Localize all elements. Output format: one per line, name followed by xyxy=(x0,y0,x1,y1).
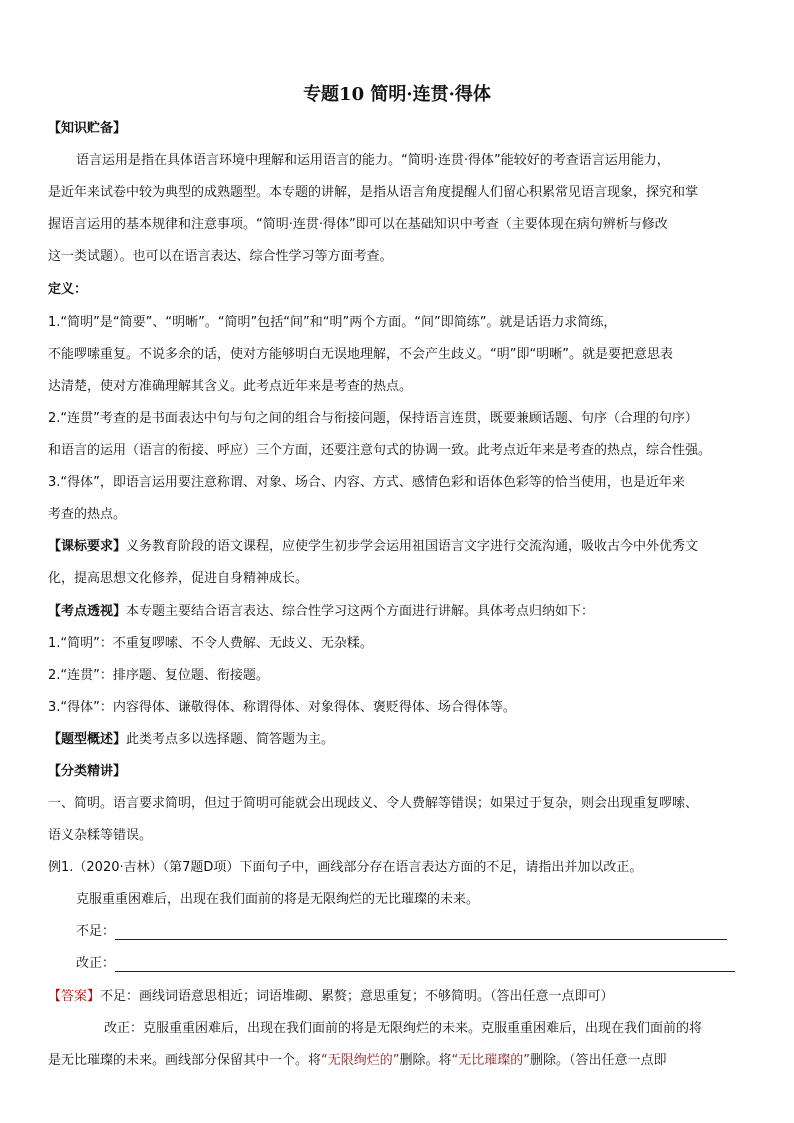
question-types-line xyxy=(48,731,748,748)
definition-line: 不能啰嗦重复。不说多余的话，使对方能够明白无误地理解，不会产生歧义。“明”即“明晰”。就是要把意思表 xyxy=(48,347,673,362)
exam-point-item: 1.“简明”：不重复啰嗦、不令人费解、无歧义、无杂糅。 xyxy=(48,636,373,651)
correction-row xyxy=(76,955,748,972)
paragraph-line: 握语言运用的基本规律和注意事项。“简明·连贯·得体”即可以在基础知识中考查（主要体现在病句辨析与修改 xyxy=(48,217,668,232)
correction-answer-line[interactable] xyxy=(115,959,735,972)
answer-text: 是无比璀璨的未来。画线部分保留其中一个。将 xyxy=(48,1053,322,1068)
shortcoming-label: 不足： xyxy=(76,924,116,939)
shortcoming-answer-line[interactable] xyxy=(115,927,727,940)
answer-text: 不足：画线词语意思相近；词语堆砌、累赘；意思重复；不够简明。（答出任意一点即可） xyxy=(100,989,614,1004)
answer-line: 改正：克服重重困难后，出现在我们面前的将是无限绚烂的未来。克服重重困难后，出现在我们面前的将 xyxy=(104,1021,703,1036)
classified-line: 语义杂糅等错误。 xyxy=(48,828,153,843)
exam-point-item: 2.“连贯”：排序题、复位题、衔接题。 xyxy=(48,668,269,683)
exam-points-line xyxy=(48,603,748,620)
curriculum-text: 义务教育阶段的语文课程，应使学生初步学会运用祖国语言文字进行交流沟通，吸收古今中外优秀文 xyxy=(126,539,699,554)
paragraph-line: 这一类试题）。也可以在语言表达、综合性学习等方面考查。 xyxy=(48,249,393,264)
answer-tag: 【答案】 xyxy=(48,989,101,1004)
section-heading-knowledge: 【知识贮备】 xyxy=(48,121,127,136)
answer-text: 删除。（答出任意一点即 xyxy=(530,1053,667,1068)
answer-text: 删除。将 xyxy=(399,1053,452,1068)
example-sentence: 克服重重困难后，出现在我们面前的将是无限绚烂的无比璀璨的未来。 xyxy=(76,892,480,907)
answer-line xyxy=(48,988,748,1005)
exam-points-intro: 本专题主要结合语言表达、综合性学习这两个方面进行讲解。具体考点归纳如下： xyxy=(126,604,595,619)
definition-line: 3.“得体”，即语言运用要注意称谓、对象、场合、内容、方式、感情色彩和语体色彩等的恰当使用，也是近年来 xyxy=(48,475,685,490)
definition-line: 1.“简明”是“简要”、“明晰”。“简明”包括“间”和“明”两个方面。“间”即简练”。就是话语力求简练， xyxy=(48,315,617,330)
quoted-phrase: “无限绚烂的” xyxy=(321,1053,400,1068)
section-heading-exam-points: 【考点透视】 xyxy=(48,604,127,619)
definition-line: 考查的热点。 xyxy=(48,507,127,522)
classified-line: 一、简明。语言要求简明，但过于简明可能就会出现歧义、令人费解等错误；如果过于复杂，则会出现重复啰嗦、 xyxy=(48,796,699,811)
curriculum-line: 化，提高思想文化修养，促进自身精神成长。 xyxy=(48,571,309,586)
section-heading-question-types: 【题型概述】 xyxy=(48,732,127,747)
exam-point-item: 3.“得体”：内容得体、谦敬得体、称谓得体、对象得体、褒贬得体、场合得体等。 xyxy=(48,700,516,715)
quoted-phrase: “无比璀璨的” xyxy=(451,1053,530,1068)
definition-line: 和语言的运用（语言的衔接、呼应）三个方面，还要注意句式的协调一致。此考点近年来是考查的热点，综合性强。 xyxy=(48,443,712,458)
section-heading-curriculum: 【课标要求】 xyxy=(48,539,127,554)
paragraph-line: 是近年来试卷中较为典型的成熟题型。本专题的讲解，是指从语言角度提醒人们留心积累常见语言现象，探究和掌 xyxy=(48,185,699,200)
question-types-text: 此类考点多以选择题、简答题为主。 xyxy=(126,732,335,747)
page-title: 专题10 简明·连贯·得体 xyxy=(303,84,491,105)
paragraph-line: 语言运用是指在具体语言环境中理解和运用语言的能力。“简明·连贯·得体”能较好的考查语言运用能力， xyxy=(76,153,670,168)
curriculum-line xyxy=(48,538,748,555)
section-heading-definition: 定义： xyxy=(48,282,88,297)
definition-line: 2.“连贯”考查的是书面表达中句与句之间的组合与衔接问题，保持语言连贯，既要兼顾话题、句序（合理的句序） xyxy=(48,411,698,426)
definition-line: 达清楚，使对方准确理解其含义。此考点近年来是考查的热点。 xyxy=(48,379,413,394)
section-heading-classified: 【分类精讲】 xyxy=(48,764,127,779)
example-label: 例1.（2020·吉林）（第7题D项）下面句子中，画线部分存在语言表达方面的不足，请指出并加以改正。 xyxy=(48,860,643,875)
shortcoming-row xyxy=(76,923,748,940)
answer-line xyxy=(48,1052,748,1069)
correction-label: 改正： xyxy=(76,956,116,971)
